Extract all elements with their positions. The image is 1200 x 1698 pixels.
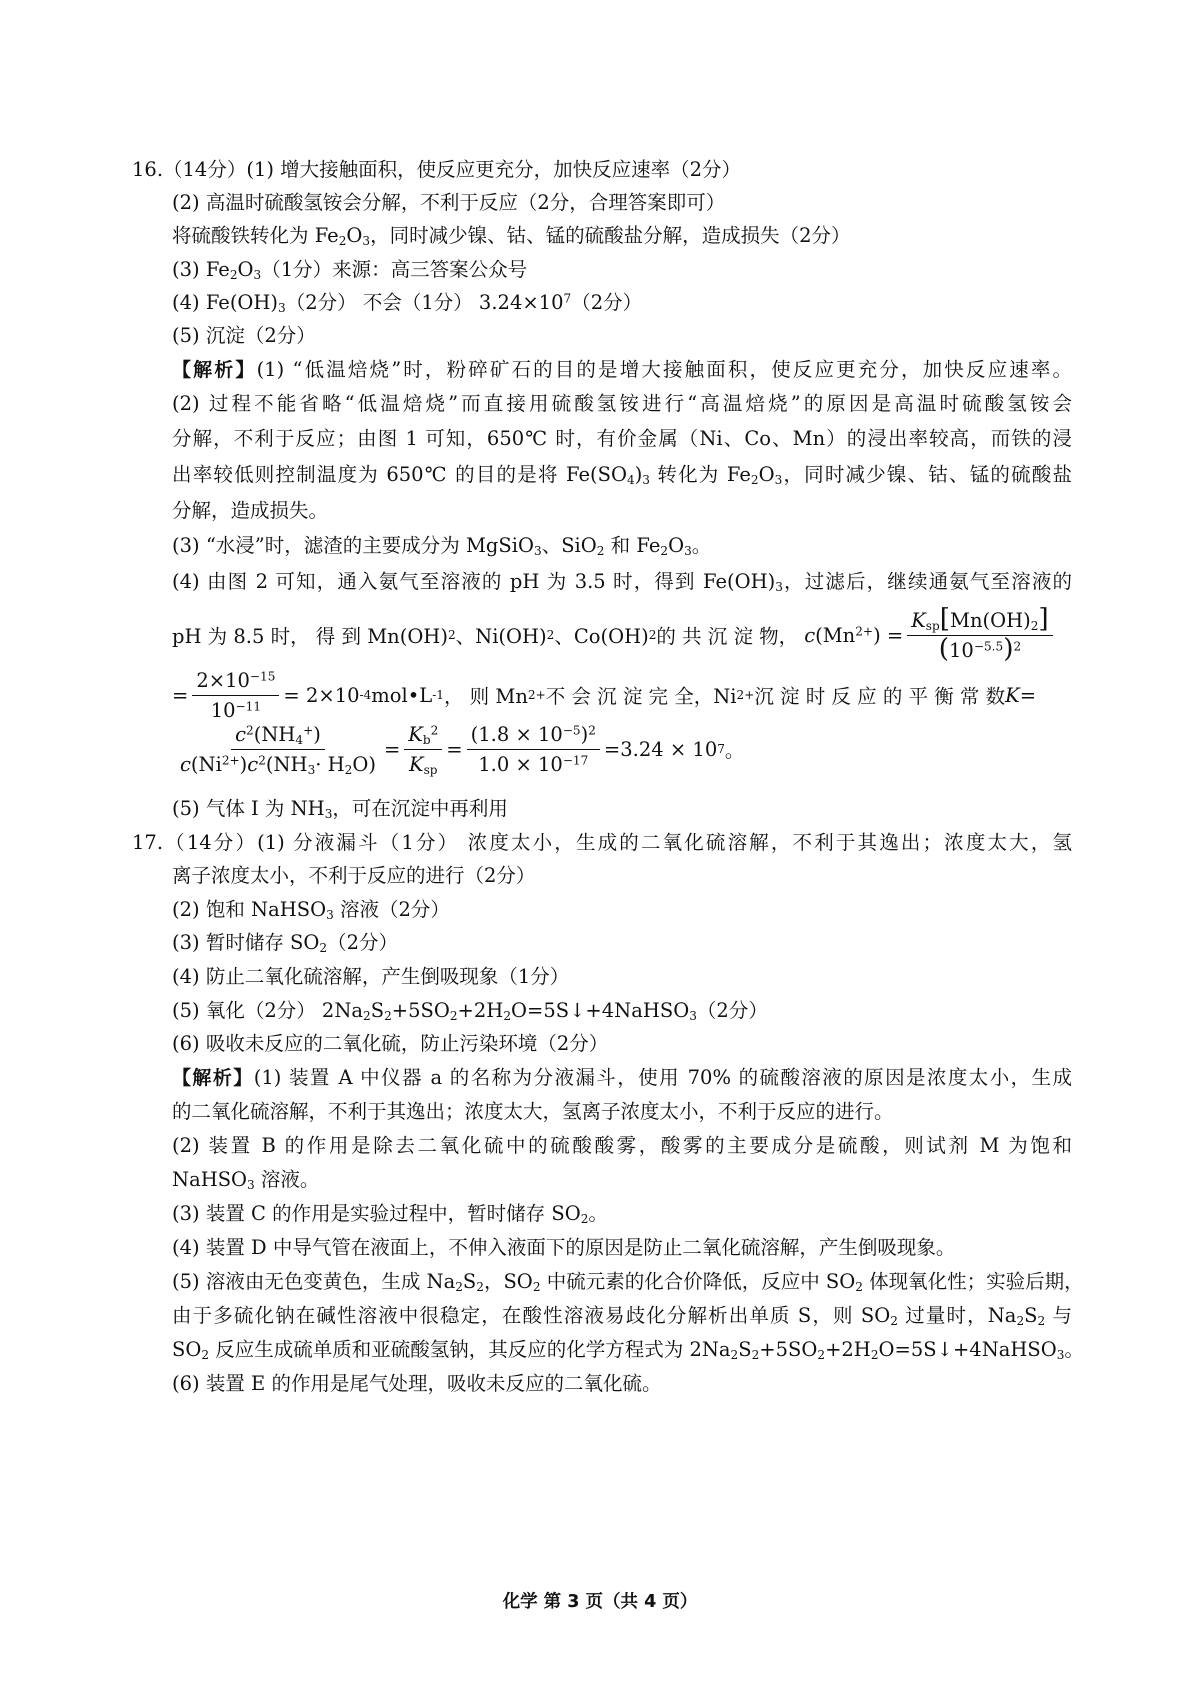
- q17-answer-5: (5) 氧化（2分） $2Na_2S_2+5SO_2+2H_2O=5S↓+4NaHSO_3(2$分）: [172, 999, 768, 1024]
- q16-answer-4: (4) $Fe(OH)_3(2$分） 不会（1分） $3.24\times 10^7(2$分）: [172, 291, 643, 316]
- q17-answer-1b: 离子浓度太小，不利于反应的进行（2分）: [172, 864, 536, 887]
- mn-value-fraction: $\frac{2\times 10^{-15}}{10^{-11}}$: [192, 669, 279, 722]
- q16-analysis-10: $\frac{c^2(NH_4^+)}{c(Ni^{2+})c^2(NH_3\cdot H_2O)}$ = $\frac{K_b^2}{K_{sp}}$ = $\frac{(1.8 \times 10^{-5})^2}{1.0 \times 10^{-17}}$ =3.24 × 10 7 。: [172, 712, 744, 786]
- mn-concentration-formula: $c(Mn^{2+})$ =: [804, 623, 904, 647]
- q16-analysis-11: (5) 气体 I 为 $NH_3$，可在沉淀中再利用: [172, 797, 508, 822]
- page-footer: 化学 第 3 页（共 4 页）: [502, 1592, 698, 1612]
- q17-answer-2: (2) 饱和 NaHSO$_3$ 溶液（2分）: [172, 898, 450, 923]
- q17-analysis-4: NaHSO$_3$ 溶液。: [172, 1168, 320, 1193]
- q17-answer-1: 17.（14分）(1) 分液漏斗（1分） 浓度太小，生成的二氧化硫溶解，不利于其逸出；浓度太大，氢: [132, 831, 1072, 854]
- k-expression-fraction: $\frac{c^2(NH_4^+)}{c(Ni^{2+})c^2(NH_3\cdot H_2O)}$: [180, 722, 376, 777]
- q16-answer-2b: 将硫酸铁转化为 $Fe_2O_3$，同时减少镍、钴、锰的硫酸盐分解，造成损失（2分）: [172, 224, 851, 249]
- q16-analysis-1: 【解析】(1) “低温焙烧”时，粉碎矿石的目的是增大接触面积，使反应更充分，加快反应速率。: [172, 358, 1072, 381]
- q16-analysis-7: (4) 由图 2 可知，通入氨气至溶液的 pH 为 3.5 时，得到 $Fe(OH)_3$，过滤后，继续通氨气至溶液的: [172, 570, 1072, 595]
- q17-analysis-3: (2) 装置 B 的作用是除去二氧化硫中的硫酸酸雾，酸雾的主要成分是硫酸，则试剂 M 为饱和: [172, 1134, 1072, 1157]
- q16-analysis-5: 分解，造成损失。: [172, 499, 329, 522]
- q16-answer-2: (2) 高温时硫酸氢铵会分解，不利于反应（2分，合理答案即可）: [172, 191, 726, 214]
- q17-analysis-9: $SO_2$ 反应生成硫单质和亚硫酸氢钠，其反应的化学方程式为 $2Na_2S_2+5SO_2+2H_2O=5S↓+4NaHSO_3$。: [172, 1338, 1084, 1363]
- q16-analysis-6: (3) “水浸”时，滤渣的主要成分为 MgSiO$_3$、SiO$_2$ 和 $Fe_2O_3$。: [172, 534, 712, 559]
- k-value-fraction: $\frac{(1.8 \times 10^{-5})^2}{1.0 \times 10^{-17}}$: [467, 723, 600, 776]
- q16-answer-5: (5) 沉淀（2分）: [172, 324, 316, 347]
- mn-fraction: $\frac{K_{sp}[Mn(OH)_2]}{(10^{-5.5})^2}$: [907, 609, 1052, 662]
- q17-answer-6: (6) 吸收未反应的二氧化硫，防止污染环境（2分）: [172, 1032, 609, 1055]
- q17-analysis-1: 【解析】(1) 装置 A 中仪器 a 的名称为分液漏斗，使用 70% 的硫酸溶液的原因是浓度太小，生成: [172, 1066, 1072, 1089]
- q17-analysis-8: 由于多硫化钠在碱性溶液中很稳定，在酸性溶液易歧化分解析出单质 S，则 $SO_2$ 过量时，$Na_2S_2$ 与: [172, 1304, 1072, 1329]
- q17-analysis-5: (3) 装置 C 的作用是实验过程中，暂时储存 $SO_2$。: [172, 1202, 608, 1227]
- q16-analysis-9: = $\frac{2\times 10^{-15}}{10^{-11}}$ = 2×10 -4 mol•L -1 ， 则 Mn 2+ 不 会 沉 淀 完 全，Ni 2+ 沉 淀 时 反 应 的 平 衡 常 数 K =: [172, 668, 1037, 722]
- q17-answer-3: (3) 暂时储存 $SO_2(2$分）: [172, 931, 398, 956]
- q16-answer-1: 16.（14分）(1) 增大接触面积，使反应更充分，加快反应速率（2分）: [132, 158, 742, 181]
- q16-answer-3: (3) $Fe_2O_3(1$分）来源：高三答案公众号: [172, 258, 528, 283]
- q17-analysis-10: (6) 装置 E 的作用是尾气处理，吸收未反应的二氧化硫。: [172, 1372, 662, 1395]
- kb-ksp-fraction: $\frac{K_b^2}{K_{sp}}$: [404, 723, 442, 776]
- q17-analysis-7: (5) 溶液由无色变黄色，生成 $Na_2S_2$，$SO_2$ 中硫元素的化合价降低，反应中 $SO_2$ 体现氧化性；实验后期，: [172, 1270, 1084, 1295]
- q16-analysis-2: (2) 过程不能省略“低温焙烧”而直接用硫酸氢铵进行“高温焙烧”的原因是高温时硫酸氢铵会: [172, 392, 1072, 415]
- q16-analysis-8: pH 为 8.5 时， 得 到 Mn(OH) 2 、Ni(OH) 2 、Co(OH) 2 的 共 沉 淀 物， $c(Mn^{2+})$ = $\frac{K_{sp}[Mn(OH)_2]}{(10^{-5.5})^2}$: [172, 600, 1057, 670]
- q17-analysis-2: 的二氧化硫溶解，不利于其逸出；浓度太大，氢离子浓度太小，不利于反应的进行。: [172, 1100, 894, 1123]
- q17-answer-4: (4) 防止二氧化硫溶解，产生倒吸现象（1分）: [172, 965, 570, 988]
- q16-analysis-3: 分解，不利于反应；由图 1 可知，650℃ 时，有价金属（Ni、Co、Mn）的浸出率较高，而铁的浸: [172, 427, 1072, 450]
- q16-analysis-4: 出率较低则控制温度为 650℃ 的目的是将 $Fe(SO_4)_3$ 转化为 $Fe_2O_3$，同时减少镍、钴、锰的硫酸盐: [172, 463, 1072, 488]
- q17-analysis-6: (4) 装置 D 中导气管在液面上，不伸入液面下的原因是防止二氧化硫溶解，产生倒吸现象。: [172, 1236, 956, 1259]
